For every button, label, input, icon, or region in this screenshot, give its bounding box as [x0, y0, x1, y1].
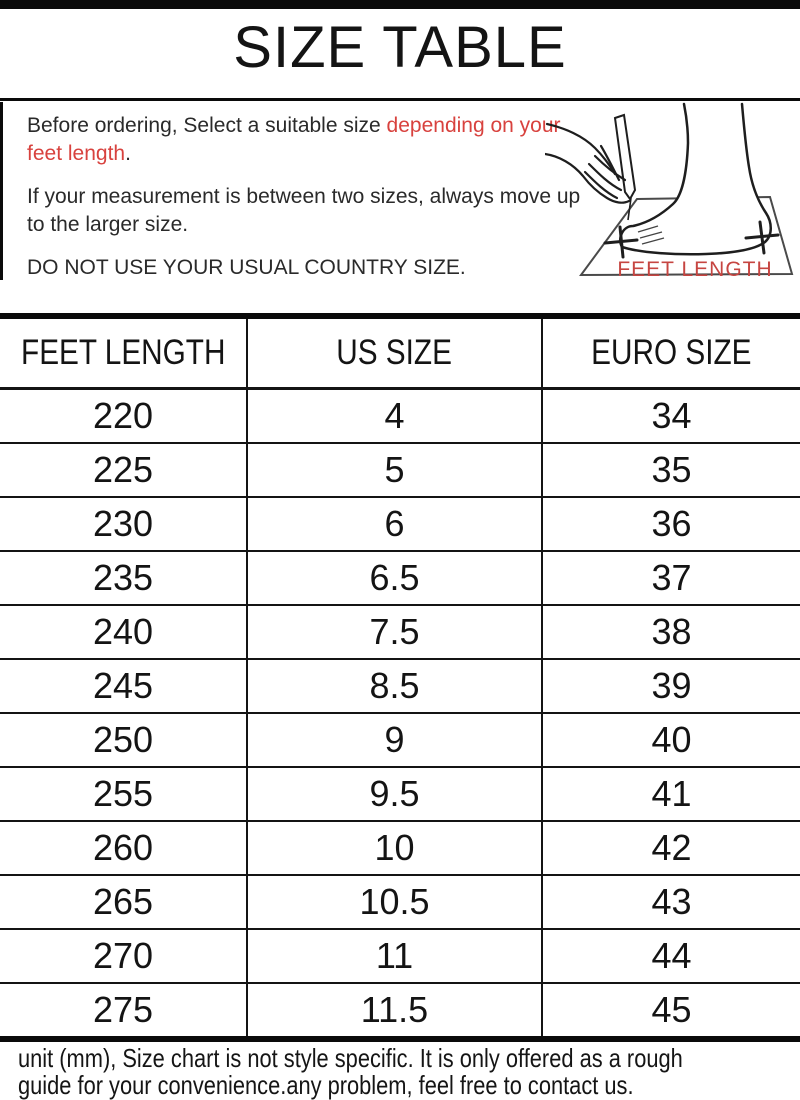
table-row [0, 497, 800, 551]
us-size-cell: 8.5 [247, 659, 542, 713]
table-row [0, 659, 800, 713]
table-row [0, 767, 800, 821]
instruction-panel [27, 112, 581, 297]
feet-length-cell: 265 [0, 875, 247, 929]
footer-line-1 [18, 1045, 800, 1072]
instruction-text: Before ordering, Select a suitable size [27, 114, 387, 137]
foot-fill [620, 104, 771, 254]
feet-length-cell: 235 [0, 551, 247, 605]
euro-size-cell: 43 [542, 875, 800, 929]
us-size-cell: 11 [247, 929, 542, 983]
euro-size-cell: 45 [542, 983, 800, 1039]
page-title: SIZE TABLE [233, 15, 567, 80]
instruction-paragraph-3 [27, 254, 567, 282]
feet-length-cell: 270 [0, 929, 247, 983]
footer-line-2 [18, 1072, 800, 1099]
title-divider [0, 98, 800, 101]
column-header-us-size [247, 316, 542, 389]
table-row [0, 875, 800, 929]
instruction-line: to the larger size. [27, 213, 189, 236]
column-header-feet-length [0, 316, 247, 389]
us-size-cell: 9.5 [247, 767, 542, 821]
footer-note [18, 1045, 800, 1099]
feet-length-cell: 245 [0, 659, 247, 713]
instruction-text: . [125, 142, 131, 165]
euro-size-cell: 39 [542, 659, 800, 713]
table-row [0, 605, 800, 659]
column-header-label: US SIZE [336, 333, 453, 372]
us-size-cell: 4 [247, 389, 542, 444]
us-size-cell: 10 [247, 821, 542, 875]
us-size-cell: 10.5 [247, 875, 542, 929]
euro-size-cell: 42 [542, 821, 800, 875]
euro-size-cell: 37 [542, 551, 800, 605]
feet-length-cell: 275 [0, 983, 247, 1039]
instruction-line: If your measurement is between two sizes, always move up [27, 185, 581, 208]
size-table-body [0, 389, 800, 1040]
table-row [0, 929, 800, 983]
euro-size-cell: 35 [542, 443, 800, 497]
feet-length-cell: 260 [0, 821, 247, 875]
table-row [0, 443, 800, 497]
instruction-paragraph-1 [27, 112, 567, 168]
instruction-text-red: depending on your [386, 114, 561, 137]
euro-size-cell: 34 [542, 389, 800, 444]
size-table-header [0, 316, 800, 389]
euro-size-cell: 38 [542, 605, 800, 659]
size-table [0, 313, 800, 1042]
us-size-cell: 11.5 [247, 983, 542, 1039]
instruction-line [27, 142, 131, 165]
feet-length-cell: 230 [0, 497, 247, 551]
euro-size-cell: 44 [542, 929, 800, 983]
table-row [0, 983, 800, 1039]
instruction-text-warning: DO NOT USE YOUR USUAL COUNTRY SIZE. [27, 256, 466, 279]
feet-length-cell: 220 [0, 389, 247, 444]
footer-text: unit (mm), Size chart is not style specific. It is only offered as a rough [18, 1043, 683, 1073]
feet-length-cell: 240 [0, 605, 247, 659]
pen-icon [615, 115, 635, 199]
instruction-text-red: feet length [27, 142, 126, 165]
us-size-cell: 6.5 [247, 551, 542, 605]
column-header-euro-size [542, 316, 800, 389]
header-row [0, 316, 800, 389]
column-header-label: EURO SIZE [591, 333, 752, 372]
euro-size-cell: 36 [542, 497, 800, 551]
euro-size-cell: 40 [542, 713, 800, 767]
us-size-cell: 7.5 [247, 605, 542, 659]
euro-size-cell: 41 [542, 767, 800, 821]
feet-length-cell: 255 [0, 767, 247, 821]
us-size-cell: 5 [247, 443, 542, 497]
feet-length-label: FEET LENGTH [617, 258, 773, 281]
table-row [0, 389, 800, 444]
top-bar [0, 0, 800, 9]
table-row [0, 821, 800, 875]
feet-length-cell: 250 [0, 713, 247, 767]
feet-length-cell: 225 [0, 443, 247, 497]
us-size-cell: 9 [247, 713, 542, 767]
column-header-label: FEET LENGTH [20, 333, 226, 372]
us-size-cell: 6 [247, 497, 542, 551]
table-row [0, 713, 800, 767]
footer-text: guide for your convenience.any problem, feel free to contact us. [18, 1070, 634, 1100]
instruction-paragraph-2 [27, 183, 581, 239]
table-row [0, 551, 800, 605]
instruction-left-bar [0, 102, 3, 280]
foot-measurement-illustration [545, 102, 800, 314]
instruction-line [27, 114, 561, 137]
